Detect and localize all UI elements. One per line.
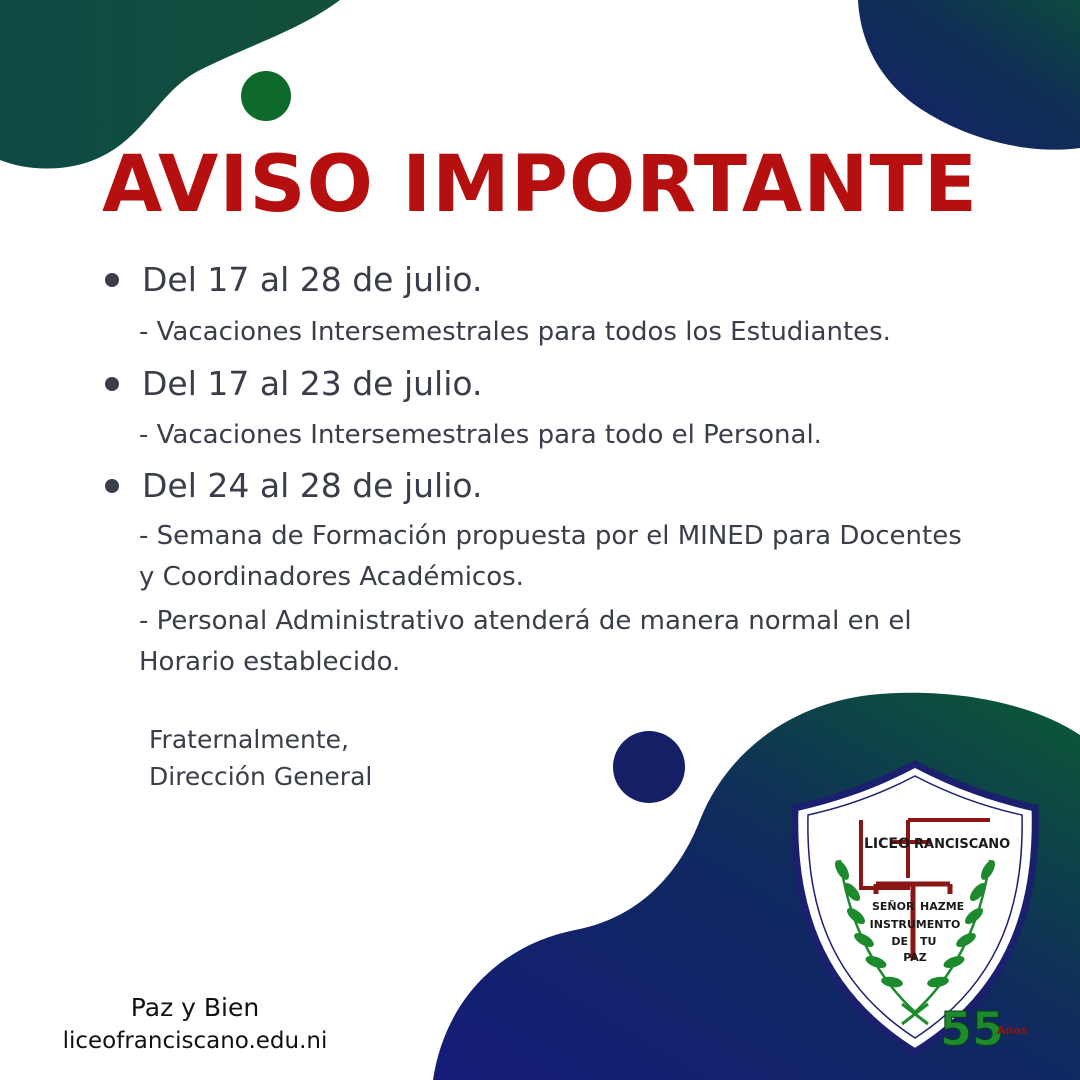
notice-detail: - Semana de Formación propuesta por el MINED para Docentes y Coordinadores Académicos. bbox=[139, 521, 962, 592]
logo-liceo: LICEO bbox=[864, 836, 910, 852]
logo-anniversary-word: Años bbox=[997, 1024, 1028, 1037]
notice-detail: - Personal Administrativo atenderá de manera normal en el Horario establecido. bbox=[139, 606, 912, 677]
notice-item bbox=[105, 466, 482, 505]
school-shield-logo bbox=[790, 760, 1040, 1060]
motto: Paz y Bien bbox=[130, 993, 260, 1022]
bullet-icon bbox=[105, 377, 119, 391]
bullet-icon bbox=[105, 479, 119, 493]
logo-prayer-2: INSTRUMENTO bbox=[869, 918, 961, 931]
notice-detail: - Vacaciones Intersemestrales para todo el Personal. bbox=[139, 420, 822, 450]
green-dot bbox=[241, 71, 291, 121]
notice-item bbox=[105, 260, 482, 299]
top-right-blob bbox=[858, 0, 1080, 150]
page-title: AVISO IMPORTANTE bbox=[101, 140, 979, 230]
closing-salutation: Fraternalmente, bbox=[149, 725, 349, 754]
notice-date: Del 24 al 28 de julio. bbox=[142, 466, 483, 505]
notice-date: Del 17 al 28 de julio. bbox=[142, 260, 483, 299]
logo-prayer-1a: SEÑOR bbox=[872, 900, 915, 913]
logo-anniversary-number: 55 bbox=[940, 1002, 1005, 1056]
logo-prayer-4: PAZ bbox=[903, 951, 927, 964]
closing-signature: Dirección General bbox=[149, 762, 373, 791]
logo-franciscano: RANCISCANO bbox=[914, 837, 1011, 852]
notice-detail: - Vacaciones Intersemestrales para todos los Estudiantes. bbox=[139, 317, 891, 347]
website-link[interactable]: liceofranciscano.edu.ni bbox=[62, 1028, 328, 1054]
notice-date: Del 17 al 23 de julio. bbox=[142, 364, 483, 403]
logo-prayer-3b: TU bbox=[920, 935, 937, 948]
notice-item bbox=[105, 364, 482, 403]
bullet-icon bbox=[105, 273, 119, 287]
logo-prayer-3a: DE bbox=[891, 935, 908, 948]
navy-dot bbox=[613, 731, 685, 803]
logo-prayer-1b: HAZME bbox=[920, 900, 965, 913]
